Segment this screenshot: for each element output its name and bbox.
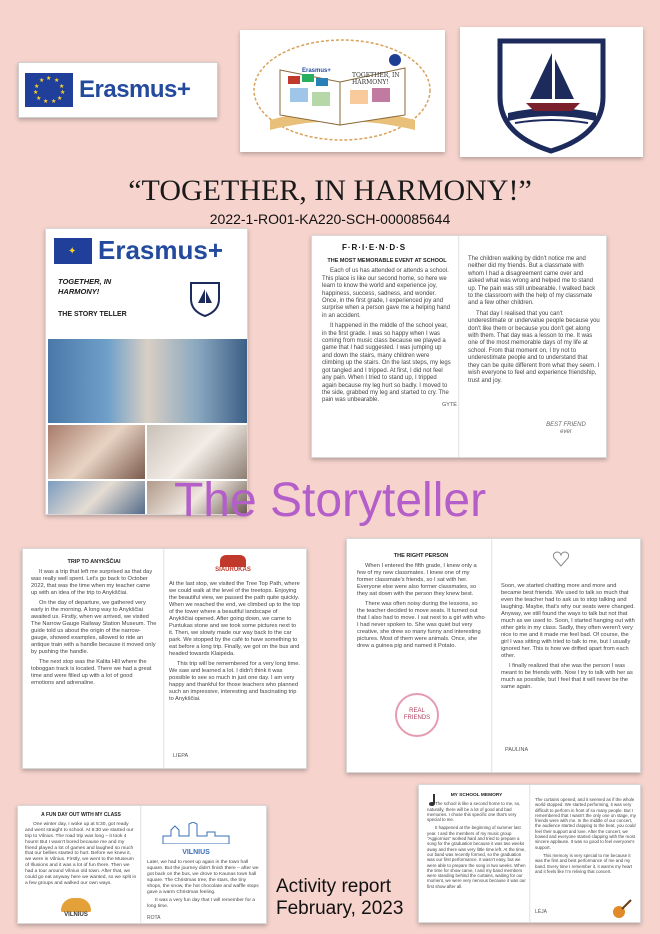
activity-report-line1: Activity report [276,876,392,897]
friends-story-right-column [468,256,600,388]
story-paragraph: It happened at the beginning of summer last year. I and the members of my music group "Aggiornius" worked hard and tried to prepare a song for the graduation because it was two weeks away and there was very little time left. At the time, our band was recently formed, so the graduation was our first performance. It wasn't easy, but we were able to prepare the song in two weeks. When the time for show came, I and my band members were standing behind the curtains, waiting for our moment, we were very nervous because it was our first show after all. [427,825,526,889]
story-paragraph: Later, we had to meet up again in the town hall square. But the journey didn't finish there – after we got back on the bus, we drove to Kaunas town hall square. The Christmas tree, the stars, the tiny shops, the snow, the hot chocolate and waffle stops gave a warm Christmas feeling. [147,860,259,895]
siaurukas-logo [209,555,257,573]
trip-story-right-column [169,581,301,706]
story-paragraph: It was a trip that left me surprised as that day was really well spent. Let's go back to October 2022, that was the time when my teacher came up with an idea of the trip to Anykščiai. [31,569,153,596]
memory-story-page [418,784,641,923]
vilnius-right-column [147,860,261,913]
right-person-left-column [357,553,485,653]
siaurukas-logo-text: SIAURUKAS [215,567,251,573]
school-logo [460,27,643,157]
vilnius-story-heading: A FUN DAY OUT WITH MY CLASS [41,812,121,818]
story-paragraph: There was often noisy during the lessons, so the teacher decided to move seats. It turned out that I also had to move. I sat next to a girl with who I had never spoken to. She was quiet but very creative, she drew so many funny and interesting pictures. Most of them were animals. Once, she drew a guinea pig and named it Potato. [357,601,485,649]
cover-photo-3 [147,425,247,479]
friends-logo: F·R·I·E·N·D·S [342,243,407,252]
heart-hands-icon [551,549,571,569]
eu-flag-icon: ✦ [54,238,92,264]
memory-right-column [535,797,636,877]
real-friends-badge-text: REAL FRIENDS [403,708,431,721]
story-paragraph: Each of us has attended or attends a school. This place is like our second home, so here we learn to know the world and experience joy, happiness, success, sadness, and wonder. Once, in the first grade, I experienced joy and surprise when a person gave me a helping hand in an accident. [322,268,451,319]
vilnius-bottom-logo-text: VILNIUS [64,912,88,918]
guitar-icon [611,897,633,919]
cover-erasmus-text: Erasmus+ [98,235,224,265]
trip-story-page [22,548,307,769]
story-paragraph: The children walking by didn't notice me and neither did my friends. But a classmate with whom I had a disagreement came over and asked what was wrong and helped me to stand up. The pain was still unbearable. I walked back to the classroom with the help of my classmate and a few other children. [468,256,596,307]
activity-report [276,876,403,920]
story-paragraph: I finally realized that she was the person I was meant to be friends with. Now I try to talk with her as much as possible, but I feel that it will never be the same again. [501,663,633,690]
eu-flag-icon: ★ ★ ★ ★ ★ ★ ★ ★ ★ ★ ★ [25,73,73,107]
story-paragraph: Soon, we started chatting more and more and became best friends. We used to talk so much that even the teacher had to ask us to stop talking and laughing. Maybe, that's why our seats were changed. Anyway, we still found the ways to talk but not that much as we used to. Soon, I started hanging out with other girls in my class. Sadly, they often weren't very nice to me and it made me feel bad. Of course, the girl I was sitting with tried to talk to me, but I usually ignored her. This is how we drifted apart from each other. [501,583,635,659]
cover-photo-1 [48,339,247,423]
memory-left-column [427,793,526,892]
project-logo-flag-text: Erasmus+ [302,68,331,74]
school-crest-icon [460,27,643,157]
project-logo [240,30,445,152]
project-logo-art [240,30,445,152]
vilnius-crest-icon [61,898,91,912]
erasmus-logo-text: Erasmus+ [79,76,191,103]
trip-story-left-column [31,559,157,690]
cover-subtitle: TOGETHER, IN HARMONY! [58,277,112,296]
memory-signature: LĖJA [535,909,547,915]
trip-story-heading: TRIP TO ANYKŠČIAI [67,559,121,565]
vilnius-left-column [25,813,137,890]
friends-story-heading: THE MOST MEMORABLE EVENT AT SCHOOL [327,258,447,264]
story-paragraph: That day I realised that you can't underestimate or undervalue people because you don't like them or because you don't get along with them. That day was a lesson to me. It was one of the most memorable days of my life at school. From that moment on, I try not to underestimate people and to understand that they can be quite different from what they seem. I wish everyone to feel and experience friendship, trust and joy. [468,310,600,384]
vilnius-story-page [17,805,267,924]
friends-story-signature: GYTĖ [442,402,457,408]
best-friend-stamp: BEST FRIEND ever [546,422,586,435]
page-title: “TOGETHER, IN HARMONY!” [128,174,532,207]
right-person-story-page [346,538,641,773]
project-code: 2022-1-RO01-KA220-SCH-000085644 [209,211,451,227]
story-paragraph: One winter day, I woke up at 5:30, got ready and went straight to school. At 6:30 we started our trip to Vilnius. The road trip was long – it took 4 hours! But I wasn't bored because me and my friend played a lot of games and laughed so much that our bellies started to hurt. Before we knew it, we were in Vilnius. Firstly, we went to the Museum of Illusions and it was a lot of fun there. Then we had a tour around Vilnius old town. After that, we could go eat anyway here we wanted, so we split in a few groups and walked our own ways. [25,821,137,886]
story-paragraph: It was a very fun day that I will remember for a long time. [147,898,256,910]
activity-report-date: February, 2023 [276,898,404,919]
right-person-signature: PAULINA [505,747,529,753]
storyteller-title: The Storyteller [173,474,487,527]
story-paragraph: The next stop was the Kalita Hill where the toboggan track is located. There we had a great time and were filled up with a lot of good emotions and adrenaline. [31,659,152,686]
story-paragraph: The school is like a second home to me, so, naturally, there will be a lot of good and bad memories. I chose this specific one that's very special to me. [427,801,521,823]
friends-story-left-column [322,258,452,408]
trip-story-signature: LIEPA [173,753,189,759]
memory-story-heading: MY SCHOOL MEMORY [450,793,503,798]
right-person-heading: THE RIGHT PERSON [393,553,449,559]
cover-heading: THE STORY TELLER [58,311,127,318]
project-logo-book-title: TOGETHER, IN HARMONY! [352,72,400,86]
school-logo-text: VITĖS PROGIMNAZIJA [519,127,585,133]
vilnius-skyline-icon [161,822,231,844]
vilnius-signature: ROTA [147,915,161,921]
story-paragraph: This memory is very special to me because it was the first and best performance of me and my band. Every time I remember it, it warms my heart and it feels like I'm reliving that concert. [535,852,633,874]
erasmus-logo [18,62,218,118]
friends-story-page [311,235,607,458]
story-paragraph: At the last stop, we visited the Tree Top Path, where we could walk at the level of the treetops. Enjoying the beautiful view, we passed the path quite quickly. When we reached the end, we climbed up to the top of the tower where a beautiful landscape of Anykščiai opened. After going down, we came to Puntukas stone and we took some pictures next to it. Then, we slowly made our way back to the car park. We stopped by the café to have something to eat before a long trip. Finally, we got on the bus and headed towards Klaipėda. [169,581,301,657]
story-paragraph: This trip will be remembered for a very long time. We saw and learned a lot. I didn't think it was possible to see so much in just one day. I am very happy and thankful for those teachers who planned such an impressive, interesting and fascinating trip to Anykščiai. [169,661,300,702]
vilnius-skyline-logo [156,822,236,856]
right-person-right-column [501,583,635,694]
story-paragraph: It happened in the middle of the school year, in the first grade. I was so happy when I was coming from music class because we played a game that I had suggested. I was jumping up and down the stairs, many children were climbing up the stairs. On the last steps, my legs got tangled and I tripped. At first, I did not feel any pain. When I tried to stand up, I tripped again because my leg hurt so badly. I moved to the side, grabbed my leg and started to cry. The pain was unbearable. [322,323,451,404]
story-paragraph: On the day of departure, we gathered very early in the morning. A long way to Anykščiai awaited us. Firstly, when we arrived, we visited The Narrow Gauge Railway Station Museum. The guide told us about the origin of the narrow-gauge, showed examples, allowed to ride an antique train with a handle because it moved only by pushing the handle. [31,600,157,655]
story-paragraph: The curtains opened, and it seemed as if the whole world stopped. We started performing, it was very difficult to perform in front of so many people. But I remembered that I wasn't the only one on stage, my friends were with me. In the middle of our concert, the audience started clapping to the beat, you could feel their support and love. After the concert, we bowed and everyone started clapping with the most sincere applause. It was so good to feel everyone's support. [535,797,636,850]
train-icon [220,555,246,567]
cover-photo-2 [48,425,145,479]
vilnius-bottom-logo [54,898,98,918]
cover-page [45,228,248,515]
story-paragraph: When I entered the fifth grade, I knew only a few of my new classmates. I knew one of my former classmate's friends, so I sat with her. Everyone else were also former classmates, so they sat down with the person they knew best. [357,563,477,597]
vilnius-logo-text: VILNIUS [182,849,210,856]
school-crest-icon [188,281,222,317]
cover-erasmus-logo [54,235,223,266]
real-friends-badge [395,693,439,737]
